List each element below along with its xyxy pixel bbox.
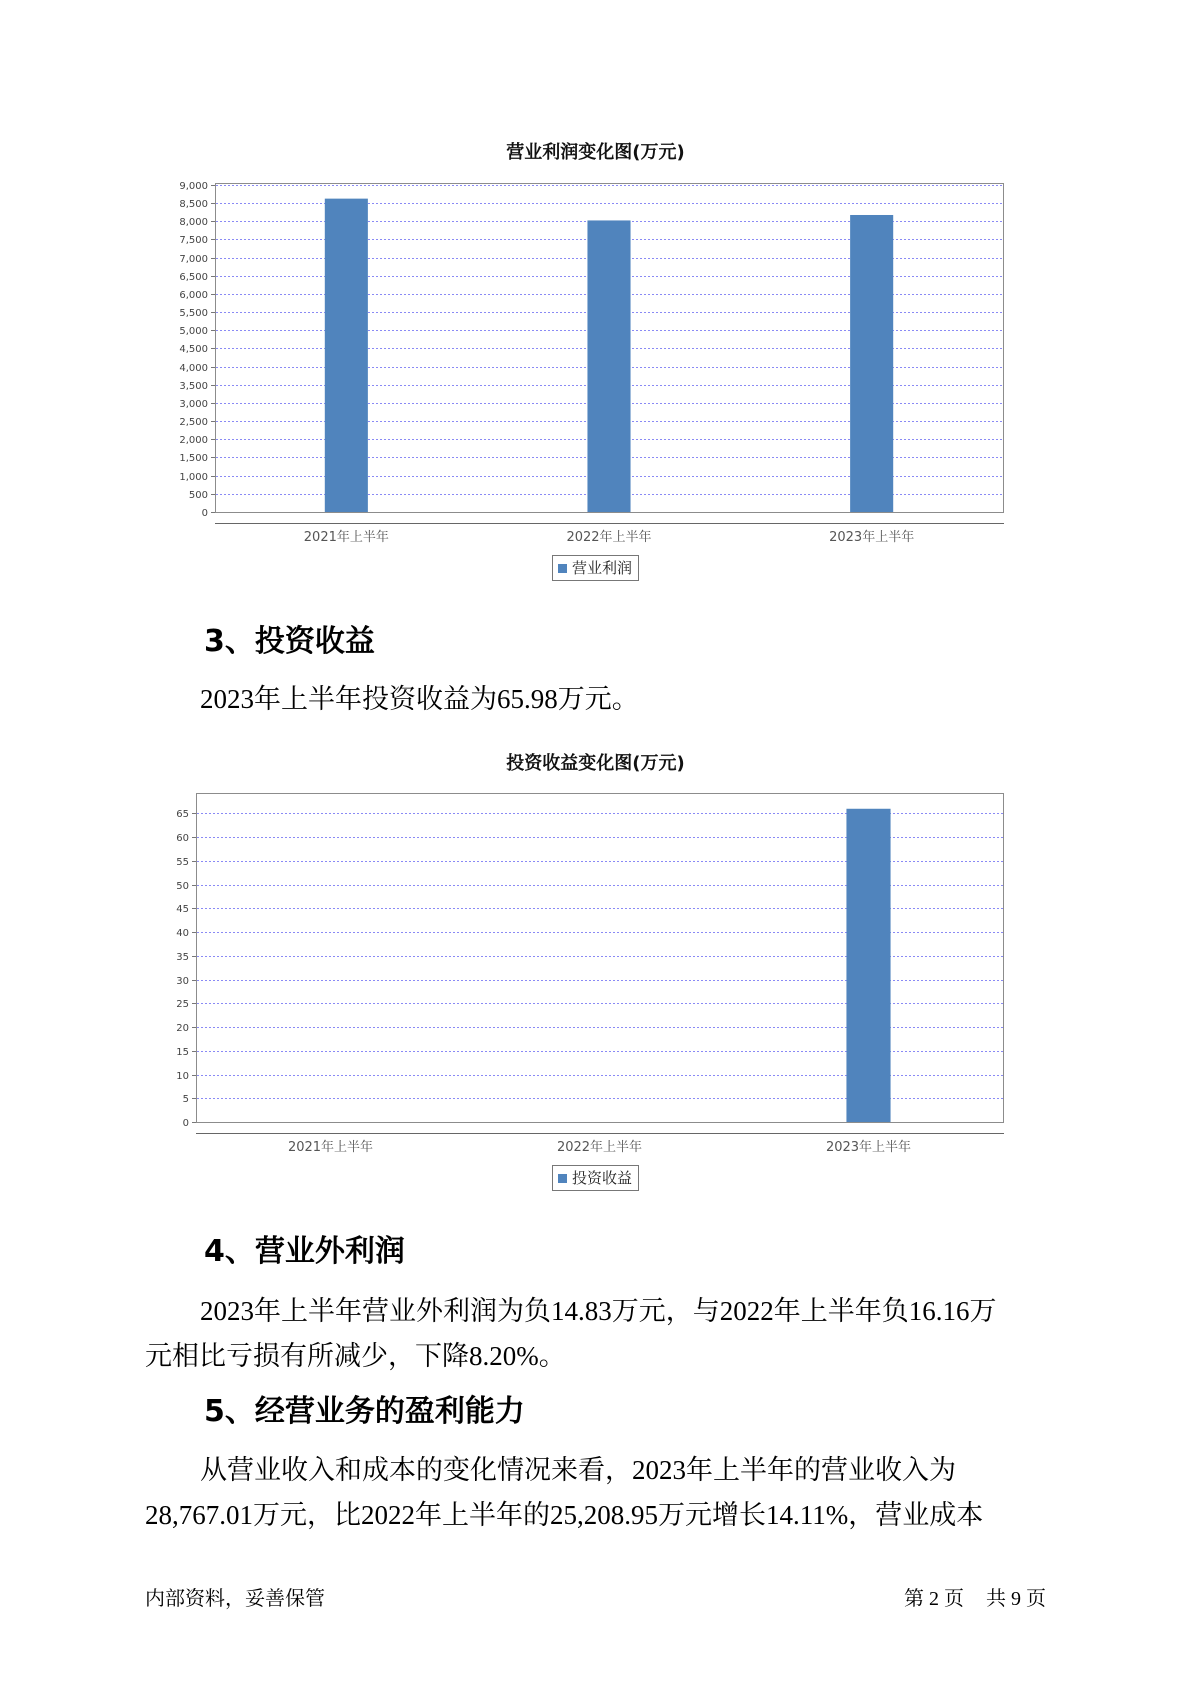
- paragraph-line: 2023年上半年投资收益为65.98万元。: [200, 684, 639, 714]
- y-tick-label: 0: [182, 1118, 189, 1129]
- x-tick-label: 2021年上半年: [303, 530, 389, 545]
- y-tick-label: 30: [176, 976, 189, 987]
- y-tick-label: 1,500: [179, 453, 208, 464]
- section-heading-profitability: 5、经营业务的盈利能力: [204, 1394, 525, 1429]
- y-tick-label: 35: [176, 952, 189, 963]
- y-tick-label: 3,000: [179, 399, 208, 410]
- chart-legend: [552, 555, 639, 581]
- bar: [846, 809, 890, 1122]
- y-tick-label: 20: [176, 1023, 189, 1034]
- y-tick-label: 3,500: [179, 381, 208, 392]
- y-tick-label: 10: [176, 1071, 189, 1082]
- y-tick-label: 1,000: [179, 472, 208, 483]
- bar: [850, 215, 893, 512]
- operating-profit-legend-wrap: [145, 555, 1046, 581]
- y-tick-label: 8,500: [179, 199, 208, 210]
- legend-swatch: [558, 1174, 567, 1183]
- section-paragraph-investment-income: [145, 677, 1046, 722]
- section-paragraph-non-operating-profit: [145, 1289, 1046, 1379]
- y-tick-label: 7,500: [179, 235, 208, 246]
- operating-profit-chart-title: 营业利润变化图(万元): [506, 142, 685, 163]
- legend-label: 投资收益: [571, 1169, 632, 1187]
- y-tick-label: 4,500: [179, 344, 208, 355]
- x-tick-label: 2023年上半年: [825, 1140, 912, 1155]
- y-tick-label: 8,000: [179, 217, 208, 228]
- investment-income-legend-wrap: [145, 1165, 1046, 1191]
- y-tick-label: 15: [176, 1047, 189, 1058]
- x-tick-label: 2023年上半年: [829, 530, 915, 545]
- paragraph-line: 从营业收入和成本的变化情况来看，2023年上半年的营业收入为: [200, 1455, 956, 1485]
- legend-label: 营业利润: [571, 559, 632, 577]
- x-tick-label: 2022年上半年: [566, 530, 652, 545]
- paragraph-line: 元相比亏损有所减少，下降8.20%。: [145, 1341, 566, 1371]
- bar: [587, 220, 630, 512]
- bar: [325, 199, 368, 512]
- footer-confidential-note: 内部资料，妥善保管: [145, 1588, 325, 1610]
- y-tick-label: 9,000: [179, 181, 208, 192]
- paragraph-line: 28,767.01万元，比2022年上半年的25,208.95万元增长14.11%，营业成本: [145, 1500, 984, 1530]
- y-tick-label: 500: [188, 490, 208, 501]
- investment-income-chart-title: 投资收益变化图(万元): [506, 753, 685, 774]
- y-tick-label: 4,000: [179, 363, 208, 374]
- section-heading-investment-income: 3、投资收益: [204, 624, 375, 659]
- y-tick-label: 0: [201, 508, 208, 519]
- y-tick-label: 5,500: [179, 308, 208, 319]
- x-tick-label: 2021年上半年: [287, 1140, 374, 1155]
- page-current: 第 2 页: [904, 1588, 964, 1610]
- y-tick-label: 45: [176, 904, 189, 915]
- chart-legend: [552, 1165, 639, 1191]
- y-tick-label: 60: [176, 833, 189, 844]
- investment-income-chart: [150, 785, 1020, 1165]
- y-tick-label: 65: [176, 809, 189, 820]
- legend-swatch: [558, 564, 567, 573]
- y-tick-label: 5,000: [179, 326, 208, 337]
- page-number: [904, 1585, 1046, 1613]
- section-paragraph-profitability: [145, 1448, 1046, 1538]
- y-tick-label: 55: [176, 857, 189, 868]
- y-tick-label: 2,000: [179, 435, 208, 446]
- operating-profit-chart: [150, 175, 1020, 555]
- page-total: 共 9 页: [986, 1588, 1046, 1610]
- y-tick-label: 40: [176, 928, 189, 939]
- x-tick-label: 2022年上半年: [556, 1140, 643, 1155]
- y-tick-label: 25: [176, 999, 189, 1010]
- y-tick-label: 6,000: [179, 290, 208, 301]
- y-tick-label: 5: [182, 1094, 189, 1105]
- page-footer: [145, 1585, 1046, 1613]
- y-tick-label: 2,500: [179, 417, 208, 428]
- y-tick-label: 6,500: [179, 272, 208, 283]
- y-tick-label: 7,000: [179, 254, 208, 265]
- y-tick-label: 50: [176, 881, 189, 892]
- section-heading-non-operating-profit: 4、营业外利润: [204, 1234, 405, 1269]
- paragraph-line: 2023年上半年营业外利润为负14.83万元，与2022年上半年负16.16万: [200, 1296, 997, 1326]
